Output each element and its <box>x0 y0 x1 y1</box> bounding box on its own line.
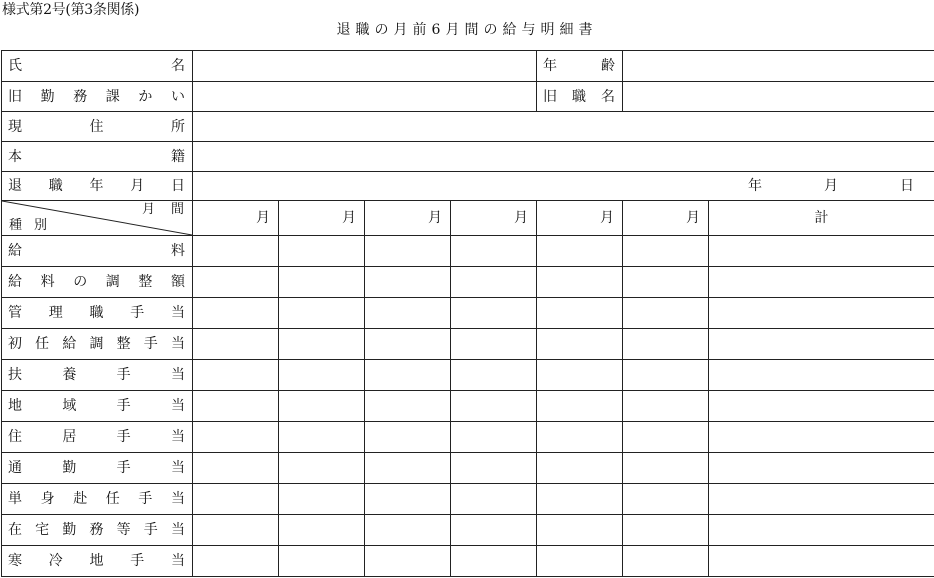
month-amount-cell[interactable] <box>193 515 279 546</box>
period-header-label <box>142 203 184 217</box>
month-amount-cell[interactable] <box>623 391 709 422</box>
month-amount-cell[interactable] <box>365 546 451 577</box>
month-amount-cell[interactable] <box>193 453 279 484</box>
allowance-row <box>2 236 934 267</box>
label-char: 別 <box>34 218 48 233</box>
allowance-rows <box>2 236 934 577</box>
allowance-label <box>2 453 193 484</box>
month-amount-cell[interactable] <box>537 453 623 484</box>
month-amount-cell[interactable] <box>537 546 623 577</box>
month-amount-cell[interactable] <box>365 329 451 360</box>
former-section-label <box>2 82 193 112</box>
allowance-row <box>2 267 934 298</box>
label-char: 手 <box>116 460 131 476</box>
label-char: 手 <box>116 398 131 414</box>
month-amount-cell[interactable] <box>193 329 279 360</box>
label-char: 単 <box>8 491 22 507</box>
month-amount-cell[interactable] <box>279 515 365 546</box>
allowance-row <box>2 484 934 515</box>
month-amount-cell[interactable] <box>537 515 623 546</box>
label-char: 年 <box>748 178 762 194</box>
age-field[interactable] <box>623 51 934 82</box>
allowance-row <box>2 329 934 360</box>
month-amount-cell[interactable] <box>279 267 365 298</box>
label-char: 調 <box>105 274 120 290</box>
label-char: 年 <box>543 58 557 74</box>
allowance-row <box>2 298 934 329</box>
label-char: 寒 <box>8 553 22 569</box>
month-amount-cell[interactable] <box>623 546 709 577</box>
allowance-label <box>2 360 193 391</box>
month-amount-cell[interactable] <box>365 267 451 298</box>
label-char: 手 <box>116 429 131 445</box>
month-header-5: 月 <box>537 201 623 236</box>
label-char: 域 <box>62 398 77 414</box>
label-char: 冷 <box>48 553 63 569</box>
month-amount-cell[interactable] <box>193 484 279 515</box>
label-char: 身 <box>40 491 55 507</box>
month-amount-cell[interactable] <box>193 267 279 298</box>
month-amount-cell[interactable] <box>279 391 365 422</box>
label-char: 給 <box>8 243 22 259</box>
allowance-row <box>2 515 934 546</box>
label-char: 職 <box>48 178 63 194</box>
label-char: 勤 <box>62 522 77 538</box>
month-amount-cell[interactable] <box>279 236 365 267</box>
month-amount-cell[interactable] <box>623 453 709 484</box>
label-char: 理 <box>48 305 63 321</box>
label-char: 扶 <box>8 367 22 383</box>
label-char: 給 <box>62 336 77 352</box>
month-amount-cell[interactable] <box>623 422 709 453</box>
label-char: 当 <box>170 460 185 476</box>
allowance-label <box>2 236 193 267</box>
label-char: 手 <box>138 491 153 507</box>
category-header-label <box>9 219 47 233</box>
label-char: 当 <box>171 305 185 321</box>
month-amount-cell[interactable] <box>365 453 451 484</box>
former-section-field[interactable] <box>193 82 537 112</box>
label-char: 当 <box>170 367 185 383</box>
salary-detail-table <box>1 50 934 577</box>
registered-domicile-field[interactable] <box>193 142 934 172</box>
label-char: 籍 <box>171 148 185 165</box>
month-amount-cell[interactable] <box>451 298 537 329</box>
month-header-2: 月 <box>279 201 365 236</box>
month-amount-cell[interactable] <box>451 329 537 360</box>
name-row <box>2 51 934 82</box>
label-char: 手 <box>130 305 145 321</box>
retirement-date-row <box>2 172 934 201</box>
total-amount-cell[interactable] <box>709 453 934 484</box>
month-amount-cell[interactable] <box>451 484 537 515</box>
label-char: 給 <box>8 274 22 290</box>
month-amount-cell[interactable] <box>193 422 279 453</box>
month-amount-cell[interactable] <box>623 360 709 391</box>
label-char: 初 <box>8 336 22 352</box>
registered-domicile-row <box>2 142 934 172</box>
label-char: 勤 <box>62 460 77 476</box>
month-amount-cell[interactable] <box>537 329 623 360</box>
allowance-label <box>2 267 193 298</box>
month-header-1: 月 <box>193 201 279 236</box>
month-header-3: 月 <box>365 201 451 236</box>
label-char: 本 <box>8 148 22 165</box>
retirement-date-label <box>2 172 193 201</box>
month-amount-cell[interactable] <box>365 360 451 391</box>
label-char: 当 <box>170 491 185 507</box>
label-char: 当 <box>170 398 185 414</box>
current-address-field[interactable] <box>193 112 934 142</box>
label-char: い <box>170 88 185 105</box>
label-char: 務 <box>73 88 88 105</box>
label-char: 日 <box>900 178 914 194</box>
label-char: 手 <box>143 522 158 538</box>
allowance-row <box>2 422 934 453</box>
month-amount-cell[interactable] <box>365 391 451 422</box>
label-char: 務 <box>89 522 104 538</box>
label-char: 種 <box>9 218 23 233</box>
label-char: 氏 <box>8 58 22 74</box>
label-char: 赴 <box>73 491 88 507</box>
allowance-label <box>2 329 193 360</box>
month-amount-cell[interactable] <box>193 236 279 267</box>
diagonal-header-cell <box>2 201 193 236</box>
month-amount-cell[interactable] <box>537 391 623 422</box>
month-amount-cell[interactable] <box>279 453 365 484</box>
month-amount-cell[interactable] <box>365 422 451 453</box>
label-char: 旧 <box>543 88 557 105</box>
label-char: 旧 <box>8 88 22 105</box>
month-amount-cell[interactable] <box>451 267 537 298</box>
label-char: 整 <box>116 336 131 352</box>
label-char: 当 <box>170 336 185 352</box>
month-amount-cell[interactable] <box>623 515 709 546</box>
month-amount-cell[interactable] <box>623 329 709 360</box>
month-amount-cell[interactable] <box>623 484 709 515</box>
label-char: 職 <box>572 88 586 105</box>
month-amount-cell[interactable] <box>451 360 537 391</box>
label-char: 宅 <box>35 522 50 538</box>
total-amount-cell[interactable] <box>709 298 934 329</box>
month-header-6: 月 <box>623 201 709 236</box>
label-char: 現 <box>8 118 22 135</box>
label-char: 手 <box>130 553 145 569</box>
month-amount-cell[interactable] <box>451 515 537 546</box>
total-amount-cell[interactable] <box>709 391 934 422</box>
allowance-label <box>2 484 193 515</box>
total-amount-cell[interactable] <box>709 515 934 546</box>
month-amount-cell[interactable] <box>279 484 365 515</box>
month-amount-cell[interactable] <box>537 298 623 329</box>
label-char: 任 <box>105 491 120 507</box>
label-char: 料 <box>40 274 55 290</box>
month-amount-cell[interactable] <box>451 391 537 422</box>
label-char: 月 <box>130 178 145 194</box>
allowance-label <box>2 391 193 422</box>
allowance-label <box>2 298 193 329</box>
label-char: 管 <box>8 305 22 321</box>
month-amount-cell[interactable] <box>623 236 709 267</box>
month-amount-cell[interactable] <box>279 298 365 329</box>
month-amount-cell[interactable] <box>279 422 365 453</box>
label-char: 月 <box>141 202 155 217</box>
former-position-label <box>537 82 623 112</box>
label-char: 年 <box>89 178 104 194</box>
label-char: 職 <box>89 305 104 321</box>
month-amount-cell[interactable] <box>451 453 537 484</box>
month-amount-cell[interactable] <box>537 236 623 267</box>
label-char: 当 <box>170 429 185 445</box>
month-amount-cell[interactable] <box>623 298 709 329</box>
month-header-4: 月 <box>451 201 537 236</box>
label-char: 住 <box>8 429 22 445</box>
total-amount-cell[interactable] <box>709 422 934 453</box>
month-amount-cell[interactable] <box>451 422 537 453</box>
retirement-date-field[interactable] <box>193 172 934 201</box>
month-amount-cell[interactable] <box>279 329 365 360</box>
allowance-label <box>2 515 193 546</box>
month-amount-cell[interactable] <box>193 360 279 391</box>
label-char: 間 <box>170 202 184 217</box>
label-char: の <box>73 274 88 290</box>
month-amount-cell[interactable] <box>451 546 537 577</box>
allowance-row <box>2 360 934 391</box>
label-char: 額 <box>170 274 185 290</box>
registered-domicile-label <box>2 142 193 172</box>
total-amount-cell[interactable] <box>709 484 934 515</box>
former-section-row <box>2 82 934 112</box>
allowance-row <box>2 391 934 422</box>
grid-header-row <box>2 201 934 236</box>
label-char: 任 <box>35 336 50 352</box>
label-char: 養 <box>62 367 77 383</box>
name-field[interactable] <box>193 51 537 82</box>
label-char: 名 <box>171 58 185 74</box>
month-amount-cell[interactable] <box>365 484 451 515</box>
label-char: 調 <box>89 336 104 352</box>
month-amount-cell[interactable] <box>193 391 279 422</box>
total-amount-cell[interactable] <box>709 360 934 391</box>
name-label <box>2 51 193 82</box>
label-char: 当 <box>171 553 185 569</box>
month-amount-cell[interactable] <box>365 298 451 329</box>
age-label <box>537 51 623 82</box>
label-char: 住 <box>89 118 104 135</box>
month-amount-cell[interactable] <box>365 236 451 267</box>
label-char: 地 <box>8 398 22 414</box>
month-amount-cell[interactable] <box>365 515 451 546</box>
month-amount-cell[interactable] <box>451 236 537 267</box>
label-char: 手 <box>143 336 158 352</box>
allowance-label <box>2 546 193 577</box>
former-position-field[interactable] <box>623 82 934 112</box>
month-amount-cell[interactable] <box>537 484 623 515</box>
label-char: 整 <box>138 274 153 290</box>
label-char: 課 <box>105 88 120 105</box>
total-amount-cell[interactable] <box>709 236 934 267</box>
label-char: 勤 <box>40 88 55 105</box>
total-amount-cell[interactable] <box>709 546 934 577</box>
allowance-row <box>2 546 934 577</box>
label-char: 齢 <box>601 58 615 74</box>
label-char: 地 <box>89 553 104 569</box>
current-address-row <box>2 112 934 142</box>
month-amount-cell[interactable] <box>537 267 623 298</box>
month-amount-cell[interactable] <box>537 422 623 453</box>
label-char: 当 <box>170 522 185 538</box>
label-char: 退 <box>8 178 22 194</box>
allowance-label <box>2 422 193 453</box>
retirement-date-units <box>193 179 934 193</box>
total-header: 計 <box>709 201 934 236</box>
label-char: 等 <box>116 522 131 538</box>
label-char: 在 <box>8 522 22 538</box>
month-amount-cell[interactable] <box>279 360 365 391</box>
month-amount-cell[interactable] <box>279 546 365 577</box>
label-char: 月 <box>824 178 838 194</box>
month-amount-cell[interactable] <box>193 546 279 577</box>
label-char: 居 <box>62 429 77 445</box>
label-char: 所 <box>171 118 185 135</box>
document-title: 退職の月前6月間の給与明細書 <box>336 22 598 38</box>
label-char: 通 <box>8 460 22 476</box>
label-char: 手 <box>116 367 131 383</box>
total-amount-cell[interactable] <box>709 267 934 298</box>
form-number: 様式第2号(第3条関係) <box>2 2 140 18</box>
month-amount-cell[interactable] <box>623 267 709 298</box>
label-char: 日 <box>171 178 185 194</box>
label-char: 料 <box>171 243 185 259</box>
current-address-label <box>2 112 193 142</box>
label-char: 名 <box>601 88 615 105</box>
allowance-row <box>2 453 934 484</box>
month-amount-cell[interactable] <box>193 298 279 329</box>
label-char: か <box>138 88 153 105</box>
month-amount-cell[interactable] <box>537 360 623 391</box>
total-amount-cell[interactable] <box>709 329 934 360</box>
